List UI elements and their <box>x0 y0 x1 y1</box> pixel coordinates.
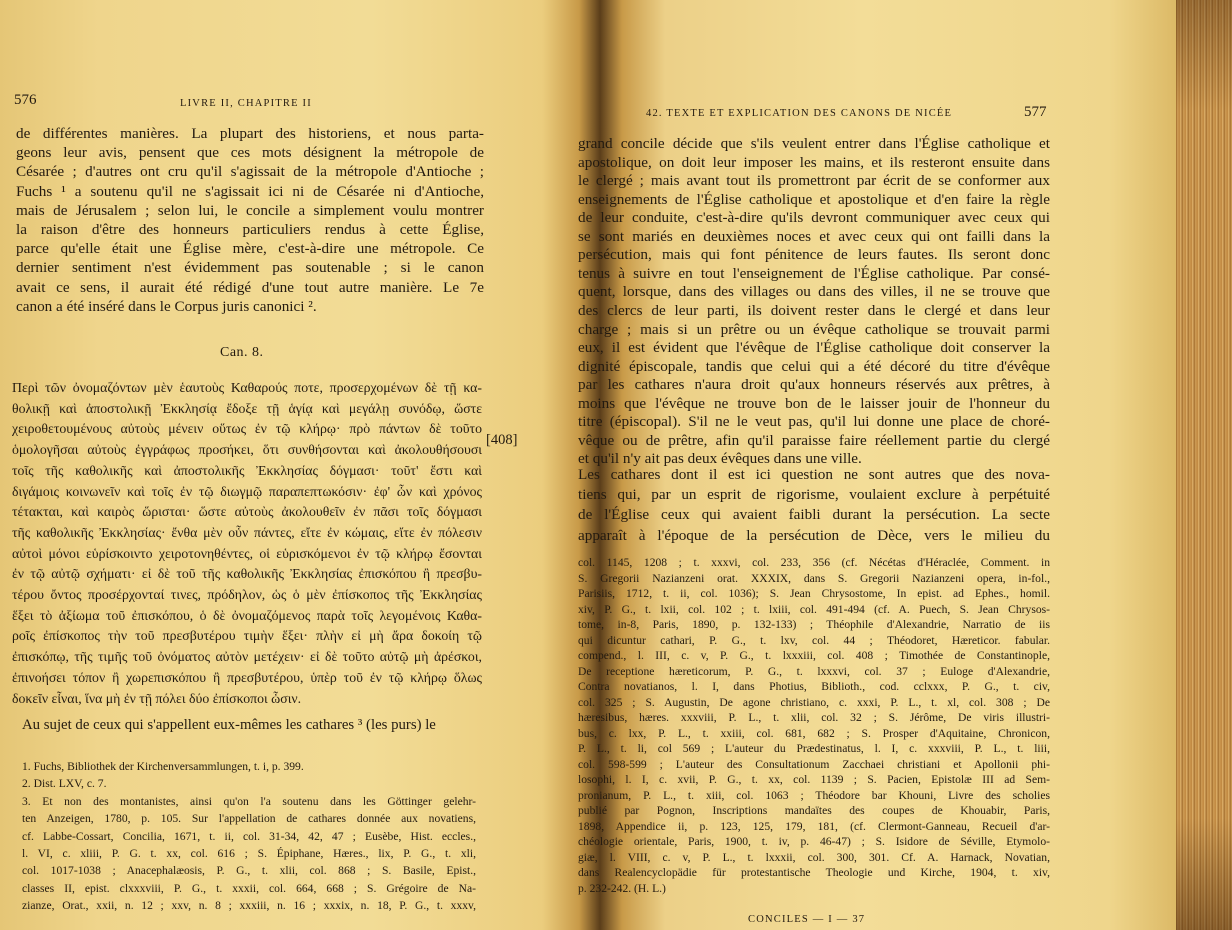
greek-text-line: αὐτοὶ μόνοι εὑρίσκοιντο χειροτονηθέντες, οἱ εὑρισκόμενοι ἐν τῷ κλήρῳ ἔσονται <box>12 545 482 561</box>
body-text-line: vêque ou de prêtre, afin qu'il paraisse faire réellement partie du clergé <box>578 431 1050 449</box>
footnote-line: p. 232-242. (H. L.) <box>578 881 666 895</box>
greek-text-line: ἐν τῷ αὐτῷ σχήματι· εἰ δὲ τοῦ τῆς καθολικῆς Ἐκκλησίας ἐπισκόπου ἢ πρεσβυ- <box>12 566 482 582</box>
footnote-line: bus, c. lxx, P. L., t. xxiii, col. 681, 682 ; S. Prosper d'Aquitaine, Chronicon, <box>578 726 1050 740</box>
footnote-line: qui dicuntur cathari, P. G., t. lxv, col. 44 ; Théodoret, Hæreticor. fabular. <box>578 633 1050 647</box>
running-head: 42. TEXTE ET EXPLICATION DES CANONS DE NICÉE <box>646 108 953 119</box>
signature-mark: CONCILES — I — 37 <box>748 914 866 925</box>
body-text-line: de différentes manières. La plupart des historiens, et nous parta- <box>16 125 484 142</box>
body-text-line: quent, lorsque, dans des villages ou dans des villes, il ne se trouve que <box>578 283 1050 301</box>
footnote-line: chéologie orientale, Paris, 1900, t. iv, p. 46-47) ; S. Isidore de Séville, Etymolo- <box>578 835 1050 848</box>
greek-text-line: Περὶ τῶν ὀνομαζόντων μὲν ἑαυτοὺς Καθαρούς ποτε, προσερχομένων δὲ τῇ κα- <box>12 380 482 395</box>
body-text-line: des clercs de leur parti, ils doivent rester dans le clergé et dans leur <box>578 301 1050 319</box>
body-text-line: Césarée ; d'autres ont cru qu'il s'agissait de la métropole d'Antioche ; <box>16 163 484 181</box>
greek-text-line: ὁμολογῆσαι αὐτοὺς ἐγγράφως προσήκει, ὅτι συνθήσονται καὶ ἀκολουθήσουσι <box>12 442 482 458</box>
footnote-line: giæ, l. VIII, c. v, P. L., t. lxxxii, col. 300, 301. Cf. A. Harnack, Novatian, <box>578 850 1050 864</box>
body-text-line: tiens qui, par un esprit de rigorisme, voulaient exclure à perpétuité <box>578 486 1050 504</box>
footnote-line: classes II, epist. clxxxviii, P. G., t. xxxii, col. 664, 668 ; S. Grégoire de Na- <box>22 881 476 895</box>
footnote-line: Contra novatianos, l. I, dans Photius, Biblioth., cod. cclxxx, P. G., t. civ, <box>578 680 1050 693</box>
footnote-line: dans Realencyclopädie für protestantische Theologie und Kirche, 1904, t. xiv, <box>578 866 1050 879</box>
body-text-line: mais de Jérusalem ; selon lui, le concile a simplement voulu montrer <box>16 201 484 219</box>
body-text-line: tenus à suivre en tout l'enseignement de l'Église catholique. Par consé- <box>578 264 1050 282</box>
footnote-line: publié par Pognon, Inscriptions mandaïtes des coupes de Khouabir, Paris, <box>578 804 1050 817</box>
footnote-line: col. 325 ; S. Augustin, De agone christiano, c. xxxi, P. L., t. xl, col. 308 ; De <box>578 695 1050 709</box>
footnote-line: zianze, Orat., xxii, n. 12 ; xxv, n. 8 ; xxxiii, n. 16 ; xxxix, n. 18, P. G., t. xxxv, <box>22 899 476 913</box>
footnote-line: col. 1145, 1208 ; t. xxxvi, col. 233, 356 (cf. Nécétas d'Héraclée, Comment. in <box>578 556 1050 569</box>
greek-text-line: δοκεῖν εἶναι, ἵνα μὴ ἐν τῇ πόλει δύο ἐπίσκοποι ὦσιν. <box>12 690 302 706</box>
body-text-line: apostolique, on doit leur imposer les mains, et ils resteront ensuite dans <box>578 153 1050 171</box>
body-text-line: persécution, mais qui font pénitence de leurs fautes. Ils seront donc <box>578 246 1050 264</box>
footnote-line: col. 598-599 ; L'auteur des Consultationum Zacchaei christiani et Apollonii phi- <box>578 757 1050 771</box>
footnote-line: 2. Dist. LXV, c. 7. <box>22 777 107 791</box>
footnote-line: ten Anzeigen, 1780, p. 105. Sur l'appellation de cathares donnée aux novatiens, <box>22 812 476 826</box>
footnote-line: P. L., t. li, col 569 ; L'auteur du Prædestinatus, l. I, c. xxxviii, P. L., t. liii, <box>578 742 1050 755</box>
left-page <box>0 0 596 930</box>
greek-text-line: ἐπισκόπῳ, τῆς τιμῆς τοῦ ὀνόματος αὐτὸν μετέχειν· εἰ δὲ τοῦτο αὐτῷ μὴ ἀρέσκοι, <box>12 649 482 665</box>
footnote-line: pronianum, P. L., t. xiii, col. 1063 ; Théodore bar Khouni, Livre des scholies <box>578 788 1050 802</box>
body-text-line: Au sujet de ceux qui s'appellent eux-mêmes les cathares ³ (les purs) le <box>22 717 436 733</box>
greek-text-line: τέρου ὄντος προσέρχονταί τινες, πρόδηλον, ὡς ὁ μὲν ἐπίσκοπος τῆς Ἐκκλησίας <box>12 587 482 602</box>
body-text-line: par les cathares n'aura droit qu'aux honneurs réservés aux prêtres, à <box>578 376 1050 394</box>
footnote-line: tome, in-8, Paris, 1890, p. 132-133) ; Théophile d'Alexandrie, Narratio de iis <box>578 618 1050 631</box>
margin-number: [408] <box>486 432 518 448</box>
footnote-line: l. VI, c. xliii, P. G. t. xx, col. 616 ; S. Épiphane, Hæres., lix, P. G., t. xli, <box>22 847 476 860</box>
page-number: 577 <box>1024 104 1047 120</box>
body-text-line: la raison d'être des honneurs particuliers rendus à cette Église, <box>16 221 484 238</box>
canon-heading: Can. 8. <box>220 345 264 360</box>
right-page <box>578 0 1176 930</box>
footnote-line: compend., l. III, c. v, P. G., t. lxxxiii, col. 408 ; Timothée de Constantinople, <box>578 649 1050 662</box>
footnote-line: Parisiis, 1712, t. ii, col. 1036); S. Jean Chrysostome, In epist. ad Ephes., homil. <box>578 587 1050 600</box>
body-text-line: Les cathares dont il est ici question ne sont autres que des nova- <box>578 466 1050 483</box>
body-text-line: canon a été inséré dans le Corpus juris canonici ². <box>16 297 317 315</box>
body-text-line: apparaît à l'époque de la persécution de Dèce, vers le milieu du <box>578 526 1050 544</box>
greek-text-line: τοῖς τῆς καθολικῆς καὶ ἀποστολικῆς Ἐκκλησίας δόγμασι· τοῦτ' ἔστι καὶ <box>12 462 482 478</box>
greek-text-line: τέτακται, καὶ καιρὸς ὥρισται· ὥστε αὐτοὺς ἀκολουθεῖν ἐν πᾶσι τοῖς δόγμασι <box>12 504 482 520</box>
body-text-line: le clergé ; mais avant tout ils promettront par écrit de se conformer aux <box>578 172 1050 190</box>
body-text-line: avait ce sens, il aurait été rédigé d'une tout autre manière. Le 7e <box>16 278 484 296</box>
body-text-line: charge ; mais si un prêtre ou un évêque catholique se trouvait parmi <box>578 320 1050 338</box>
body-text-line: enseignements de l'Église catholique et apostolique et d'en faire la règle <box>578 190 1050 208</box>
body-text-line: titre (épiscopal). S'il ne le veut pas, qu'il lui donne une place de choré- <box>578 413 1050 431</box>
body-text-line: dignité épiscopale, tandis que celui qui a été décoré du titre d'évêque <box>578 357 1050 375</box>
greek-text-line: τῆς καθολικῆς Ἐκκλησίας· ἔνθα μὲν οὖν πάντες, εἴτε ἐν κώμαις, εἴτε ἐν πόλεσιν <box>12 524 482 540</box>
page-number: 576 <box>14 92 37 108</box>
footnote-line: De receptione hæreticorum, P. G., t. lxxxvi, col. 37 ; Euloge d'Alexandrie, <box>578 664 1050 678</box>
body-text-line: parce qu'elle était une Église mère, c'est-à-dire une métropole. Ce <box>16 240 484 258</box>
greek-text-line: χειροθετουμένους αὐτοὺς μένειν οὕτως ἐν τῷ κλήρῳ· πρὸ πάντων δὲ τοῦτο <box>12 421 482 437</box>
running-head: LIVRE II, CHAPITRE II <box>180 98 312 109</box>
greek-text-line: θολικῇ καὶ ἀποστολικῇ Ἐκκλησίᾳ ἔδοξε τῇ ἁγίᾳ καὶ μεγάλῃ συνόδῳ, ὥστε <box>12 400 482 416</box>
greek-text-line: ἐπινοήσει τόπον ἢ χωρεπισκόπου ἢ πρεσβυτέρου, ὑπὲρ τοῦ ἐν τῷ κλήρῳ ὅλως <box>12 669 482 685</box>
body-text-line: de l'Église ceux qui avaient faibli durant la persécution. La secte <box>578 506 1050 524</box>
body-text-line: grand concile décide que s'ils veulent entrer dans l'Église catholique et <box>578 135 1050 152</box>
footnote-line: col. 1017-1038 ; Anacephalæosis, P. G., t. xlii, col. 868 ; S. Basile, Epist., <box>22 864 476 878</box>
body-text-line: geons leur avis, pensent que ces mots désignent la métropole de <box>16 144 484 162</box>
footnote-line: S. Gregorii Nazianzeni orat. XXXIX, dans S. Gregorii Nazianzeni opera, in-fol., <box>578 571 1050 585</box>
body-text-line: se sont mariés en deuxièmes noces et avec ceux qui ont failli dans la <box>578 227 1050 245</box>
footnote-line: hæresibus, hæres. xxxviii, P. L., t. xlii, col. 32 ; S. Jérôme, De viris illustri- <box>578 711 1050 724</box>
body-text-line: moins que l'évêque ne trouve bon de le laisser jouir de l'honneur du <box>578 394 1050 412</box>
footnote-line: 3. Et non des montanistes, ainsi qu'on l'a soutenu dans les Göttinger gelehr- <box>22 794 476 808</box>
greek-text-line: ροῖς ἐπίσκοπος τὴν τοῦ πρεσβυτέρου τιμὴν ἕξει· πλὴν εἰ μὴ ἄρα δοκοίη τῷ <box>12 628 482 644</box>
footnote-line: cf. Labbe-Cossart, Concilia, 1671, t. ii, col. 31-34, 42, 47 ; Eusèbe, Hist. eccles., <box>22 829 476 843</box>
footnote-line: 1. Fuchs, Bibliothek der Kirchenversammlungen, t. i, p. 399. <box>22 760 304 773</box>
greek-text-line: ἕξει τὸ ἀξίωμα τοῦ ἐπισκόπου, ὁ δὲ ὀνομαζόμενος παρὰ τοῖς λεγομένοις Καθα- <box>12 607 482 623</box>
body-text-line: Fuchs ¹ a soutenu qu'il ne s'agissait ici ni de Césarée ni d'Antioche, <box>16 182 484 200</box>
greek-text-line: διγάμοις κοινωνεῖν καὶ τοῖς ἐν τῷ διωγμῷ παραπεπτωκόσιν· ἐφ' ὧν καὶ χρόνος <box>12 483 482 499</box>
footnote-line: 1898, Appendice ii, p. 123, 125, 179, 181, (cf. Clermont-Ganneau, Recueil d'ar- <box>578 819 1050 833</box>
footnote-line: xiv, P. G., t. lxii, col. 102 ; t. lxiii, col. 491-494 (cf. A. Puech, S. Jean Chrysos- <box>578 602 1050 616</box>
body-text-line: de leur conduite, c'est-à-dire qu'ils devront communiquer avec ceux qui <box>578 209 1050 227</box>
footnote-line: losophi, l. I, c. xvii, P. G., t. xx, col. 1139 ; S. Pacien, Epistolæ III ad Sem- <box>578 773 1050 786</box>
page-edges-shade <box>1176 0 1232 930</box>
body-text-line: dernier sentiment n'est évidemment pas soutenable ; si le canon <box>16 259 484 277</box>
body-text-line: eux, il est évident que l'évêque de l'Église catholique doit conserver la <box>578 339 1050 357</box>
body-text-line: et qu'il n'y ait pas deux évêques dans une ville. <box>578 450 862 468</box>
